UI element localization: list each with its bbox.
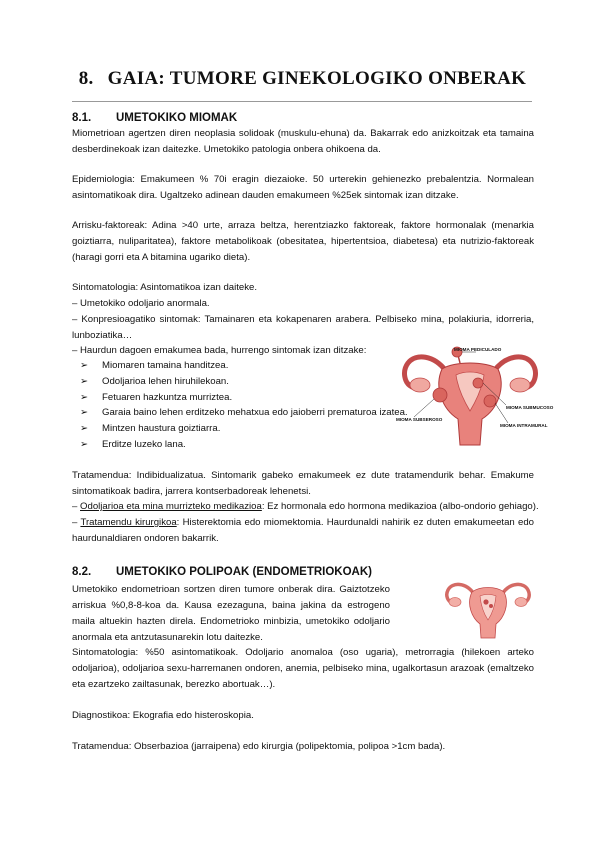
list-item: ➢ Garaia baino lehen erditzeko mehatxua edo jaioberri prematuroa izatea. xyxy=(80,405,408,421)
miomak-sintoma-1: – Umetokiko odoljario anormala. xyxy=(72,298,210,309)
list-item: ➢ Fetuaren hazkuntza murriztea. xyxy=(80,390,408,406)
miomak-epidemiologia: Epidemiologia: Emakumeen % 70i eragin diezaioke. 50 urterekin gehienezko prebalentzia. Normalean asintomatikoak dira. Ugaltzeko adinean dauden emakumeen %25ek sintomak izan ditzake. xyxy=(72,174,534,201)
section-number: 8.2. xyxy=(72,566,92,578)
miomak-sintoma-2: – Konpresioagatiko sintomak: Tamainaren eta kokapenaren arabera. Pelbiseko mina, polakiuria, idorreria, lunboziatika… xyxy=(72,314,534,341)
miomak-arrisku-faktoreak: Arrisku-faktoreak: Adina >40 urte, arraza beltza, herentziazko faktoreak, faktore hormonalak (menarkia goiztiarra, nuliparitatea), faktore metabolikoak (obesitatea, hipertentsioa, diabetesa) eta nutrizio-faktoreak (haragi gorri eta A bitamina ugariko dieta). xyxy=(72,220,534,263)
polipoak-tratamendua: Tratamendua: Obserbazioa (jarraipena) edo kirurgia (polipektomia, polipoa >1cm bada). xyxy=(72,741,446,752)
section-title: UMETOKIKO POLIPOAK (ENDOMETRIOKOAK) xyxy=(116,566,372,578)
arrow-bullet-icon: ➢ xyxy=(80,360,89,371)
miomak-tratamendua-2: – Tratamendu kirurgikoa: Histerektomia edo miomektomia. Haurdunaldi nahirik ez duten emakumeetan edo haurdunaldiaren ondoren bakarrik. xyxy=(72,517,535,544)
arrow-bullet-icon: ➢ xyxy=(80,423,89,435)
miomak-illustration xyxy=(394,343,554,449)
arrow-bullet-icon: ➢ xyxy=(80,438,89,450)
section-number: 8.1. xyxy=(72,112,92,124)
label-mioma-submucoso: MIOMA SUBMUCOSO xyxy=(506,405,554,410)
miomak-tratamendua: Tratamendua: Indibidualizatua. Sintomarik gabeko emakumeek ez dute tratamendurik behar. Emakume sintomatikoak badira, jarrera kontserbadoreak lehenetsi. xyxy=(72,470,534,497)
miomak-sintoma-3: – Haurdun dagoen emakumea bada, hurrengo sintomak izan ditzake: xyxy=(72,345,367,356)
section-title: UMETOKIKO MIOMAK xyxy=(116,112,238,124)
miomak-sintomatologia: Sintomatologia: Asintomatikoa izan daiteke. xyxy=(72,282,258,293)
polipoak-diagnostikoa: Diagnostikoa: Ekografia edo histeroskopia. xyxy=(72,710,254,721)
list-item: ➢ Erditze luzeko lana. xyxy=(80,437,408,453)
label-mioma-intramural: MIOMA INTRAMURAL xyxy=(500,423,548,428)
list-item: ➢ Miomaren tamaina handitzea. xyxy=(80,358,408,374)
chapter-title: GAIA: TUMORE GINEKOLOGIKO ONBERAK xyxy=(107,68,527,89)
arrow-bullet-icon: ➢ xyxy=(80,407,89,419)
haurdunaldi-sintomak-list xyxy=(80,358,408,453)
title-divider xyxy=(72,101,532,102)
label-mioma-pediculado: MIOMA PEDICULADO xyxy=(454,347,502,352)
list-item: ➢ Odoljarioa lehen hiruhilekoan. xyxy=(80,374,408,390)
label-mioma-subseroso: MIOMA SUBSEROSO xyxy=(396,417,443,422)
section-heading-8-1 xyxy=(72,112,237,124)
polipoak-illustration xyxy=(442,576,534,640)
polipoak-sintomatologia: Sintomatologia: %50 asintomatikoak. Odoljario anomaloa (oso ugaria), metrorragia (hilekoen arteko odoljarioa), odoljarioa sexu-harremanen ondoren, anemia, pelbiseko mina, ugalkortasun arazoak (emaltzeko eta ezartzeko zailtasunak, berezko abortuak…). xyxy=(72,647,534,690)
arrow-bullet-icon: ➢ xyxy=(80,391,89,403)
miomak-intro: Miometrioan agertzen diren neoplasia solidoak (muskulu-ehuna) da. Bakarrak edo anizkoitzak eta tamaina desberdinekoak izan daitezke. Umetokiko patologia onbera ohikoena da. xyxy=(72,128,534,155)
arrow-bullet-icon: ➢ xyxy=(80,375,89,387)
section-heading-8-2 xyxy=(72,566,372,578)
chapter-number: 8. xyxy=(78,68,94,89)
polipoak-intro: Umetokiko endometrioan sortzen diren tumore onberak dira. Gaiztotzeko arriskua %0,8-8-koa da. Kausa ezezaguna, baina jakina da estrogeno maila altuekin hazten direla. Endometrioko minbizia, umetokiko odoljario anormala eta antzutasunarekin lotu daitezke. xyxy=(72,584,390,643)
page-title xyxy=(70,68,535,90)
list-item: ➢ Mintzen haustura goiztiarra. xyxy=(80,421,408,437)
miomak-tratamendua-1: – Odoljarioa eta mina murrizteko medikazioa: Ez hormonala edo hormona medikazioa (albo-ondorio gehiago). xyxy=(72,501,539,512)
